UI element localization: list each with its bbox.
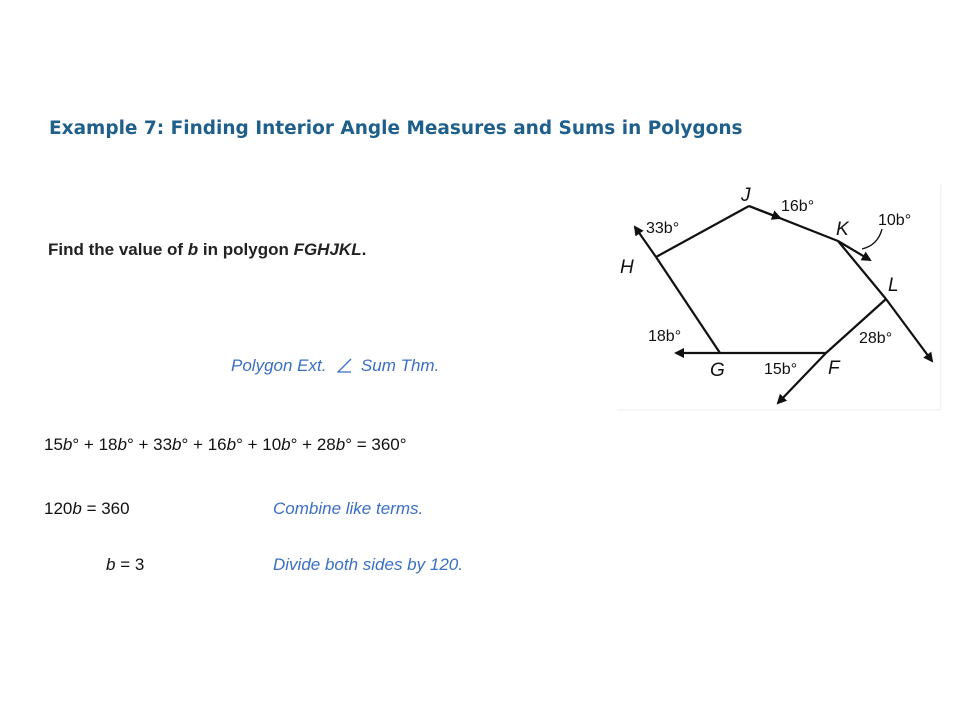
equation-variable: b — [281, 435, 291, 454]
prompt-mid: in polygon — [198, 240, 294, 259]
equation-variable: b — [335, 435, 346, 454]
equation-term: ° + 16 — [181, 435, 227, 454]
angle-pointer — [862, 229, 882, 249]
prompt-post: . — [361, 240, 367, 259]
step1-reason-pre: Polygon Ext. — [231, 356, 332, 375]
equation-variable: b — [226, 435, 237, 454]
polygon-diagram — [616, 183, 940, 409]
step2-reason: Combine like terms. — [273, 499, 424, 518]
angle-labels — [646, 198, 911, 378]
ray-j — [749, 206, 780, 218]
step2-eq-var: b — [72, 499, 82, 518]
step1-reason-post: Sum Thm. — [356, 356, 440, 375]
step2-eq-rest: = 360 — [81, 499, 130, 518]
step3-reason: Divide both sides by 120. — [273, 555, 463, 574]
side-kl — [838, 241, 886, 299]
polygon-sides — [656, 206, 886, 353]
step2-equation — [44, 499, 130, 519]
equation-term: ° + 10 — [236, 435, 282, 454]
equation-variable: b — [117, 435, 127, 454]
vertex-label-g: G — [710, 360, 725, 381]
equation-term: ° + 18 — [72, 435, 118, 454]
angle-label-g: 18b° — [648, 328, 682, 345]
step1-reason — [231, 356, 439, 376]
angle-label-f: 15b° — [764, 361, 798, 378]
angle-label-l: 28b° — [859, 330, 893, 347]
vertex-label-k: K — [836, 219, 849, 240]
angle-label-k: 10b° — [878, 212, 912, 229]
ray-k — [838, 241, 870, 260]
step2-eq-num: 120 — [44, 499, 73, 518]
step3-eq-var: b — [106, 555, 116, 574]
problem-prompt — [48, 240, 366, 260]
equation-variable: b — [62, 435, 73, 454]
equation-term: 15 — [44, 435, 63, 454]
angle-label-j: 16b° — [781, 198, 815, 215]
vertex-label-h: H — [620, 257, 634, 278]
prompt-pre: Find the value of — [48, 240, 188, 259]
prompt-polygon-name: FGHJKL — [293, 240, 362, 259]
ray-l — [886, 299, 932, 361]
equation-term: ° = 360° — [345, 435, 407, 454]
step3-equation — [106, 555, 144, 575]
vertex-labels — [620, 185, 899, 381]
equation-term: ° + 28 — [290, 435, 336, 454]
angle-label-h: 33b° — [646, 220, 680, 237]
step3-eq-rest: = 3 — [115, 555, 145, 574]
vertex-label-f: F — [828, 358, 840, 379]
polygon-figure — [616, 183, 940, 409]
slide-title: Example 7: Finding Interior Angle Measures and Sums in Polygons — [49, 118, 743, 139]
vertex-label-j: J — [741, 185, 751, 206]
angle-symbol-icon — [337, 358, 352, 373]
vertex-label-l: L — [888, 275, 899, 296]
equation-variable: b — [172, 435, 182, 454]
equation-term: ° + 33 — [126, 435, 173, 454]
step1-equation — [44, 435, 407, 455]
prompt-variable: b — [187, 240, 199, 259]
